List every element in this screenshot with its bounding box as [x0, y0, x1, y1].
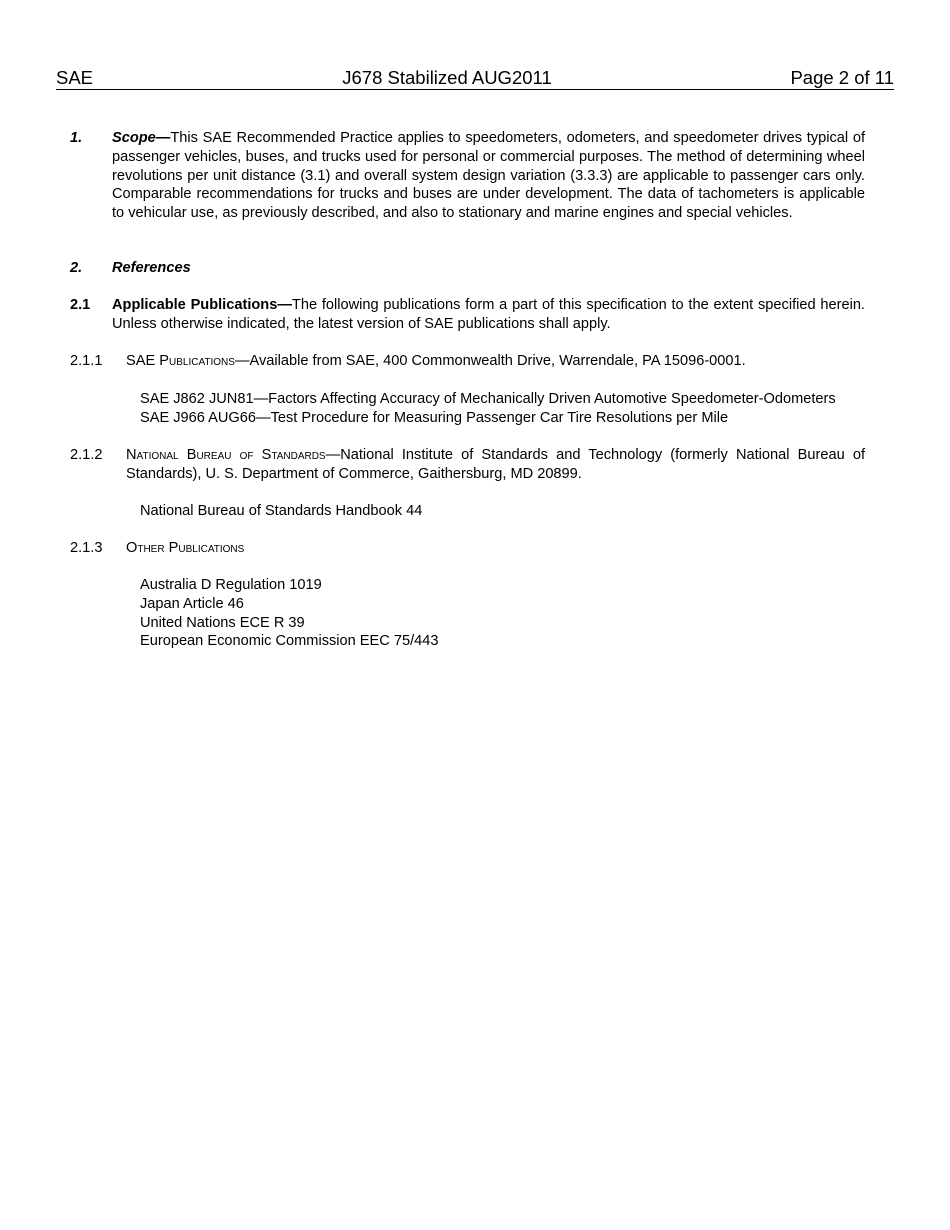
- section-2-1-1-sae-publications: [70, 352, 890, 371]
- section-2-1-1-paragraph: [126, 352, 890, 371]
- section-2-1-2-title: National Bureau of Standards: [126, 447, 326, 463]
- header-page-number: Page 2 of 11: [790, 67, 894, 88]
- publication-item: Japan Article 46: [140, 595, 244, 612]
- header-org: SAE: [56, 67, 94, 88]
- section-2-1-1-title: SAE Publications: [126, 353, 235, 369]
- header-document-id: J678 Stabilized AUG2011: [342, 67, 552, 88]
- section-1-paragraph: [112, 129, 865, 223]
- section-2-title: References: [112, 260, 191, 276]
- section-2-1-1-number: 2.1.1: [70, 353, 103, 369]
- section-2-1-3-number: 2.1.3: [70, 540, 103, 556]
- section-2-1-2-text: —National Institute of Standards and Technology (formerly National Bureau of Standards), U. S. Department of Commerce, Gaithersburg, MD 20899.: [126, 447, 865, 482]
- section-1-number: 1.: [70, 130, 83, 146]
- page-header: [56, 67, 894, 90]
- publication-item: SAE J966 AUG66—Test Procedure for Measuring Passenger Car Tire Resolutions per Mile: [140, 409, 729, 426]
- section-1-text: This SAE Recommended Practice applies to speedometers, odometers, and speedometer drives typical of passenger vehicles, buses, and trucks used for personal or commercial purposes. The method of determining wheel revolutions per unit distance (3.1) and overall system design variation (3.3.3) are applicable to passenger cars only. Comparable recommendations for trucks and buses are under development. The data of tachometers is applicable to vehicular use, as previously described, and also to stationary and marine engines and special vehicles.: [112, 130, 865, 222]
- section-2-1-paragraph: [112, 296, 865, 334]
- section-2-references: [70, 259, 865, 278]
- publication-item: European Economic Commission EEC 75/443: [140, 633, 439, 650]
- section-2-1-1-list: [140, 390, 900, 428]
- publication-item: Australia D Regulation 1019: [140, 577, 322, 593]
- publication-item: National Bureau of Standards Handbook 44: [140, 503, 423, 519]
- section-2-1-title: Applicable Publications—: [112, 297, 292, 313]
- section-2-number: 2.: [70, 260, 83, 276]
- publication-item: United Nations ECE R 39: [140, 614, 305, 631]
- section-2-1-2-number: 2.1.2: [70, 447, 103, 463]
- section-2-1-3-title: Other Publications: [126, 540, 245, 556]
- publication-item: SAE J862 JUN81—Factors Affecting Accuracy of Mechanically Driven Automotive Speedometer-Odometers: [140, 391, 836, 407]
- section-2-1-3-list: [140, 576, 840, 651]
- section-2-1-2-list: [140, 502, 840, 521]
- section-2-1-1-text: —Available from SAE, 400 Commonwealth Drive, Warrendale, PA 15096-0001.: [234, 353, 746, 369]
- section-1-scope: [70, 129, 865, 223]
- section-2-1-text: The following publications form a part of this specification to the extent specified herein. Unless otherwise indicated, the latest version of SAE publications shall apply.: [112, 297, 865, 332]
- section-1-title: Scope—: [112, 130, 171, 146]
- section-2-1-2-paragraph: [126, 446, 865, 484]
- section-2-1-number: 2.1: [70, 297, 91, 313]
- section-2-1-applicable-publications: [70, 296, 865, 334]
- section-2-1-2-nbs: [70, 446, 865, 484]
- section-2-1-3-other-publications: [70, 539, 865, 558]
